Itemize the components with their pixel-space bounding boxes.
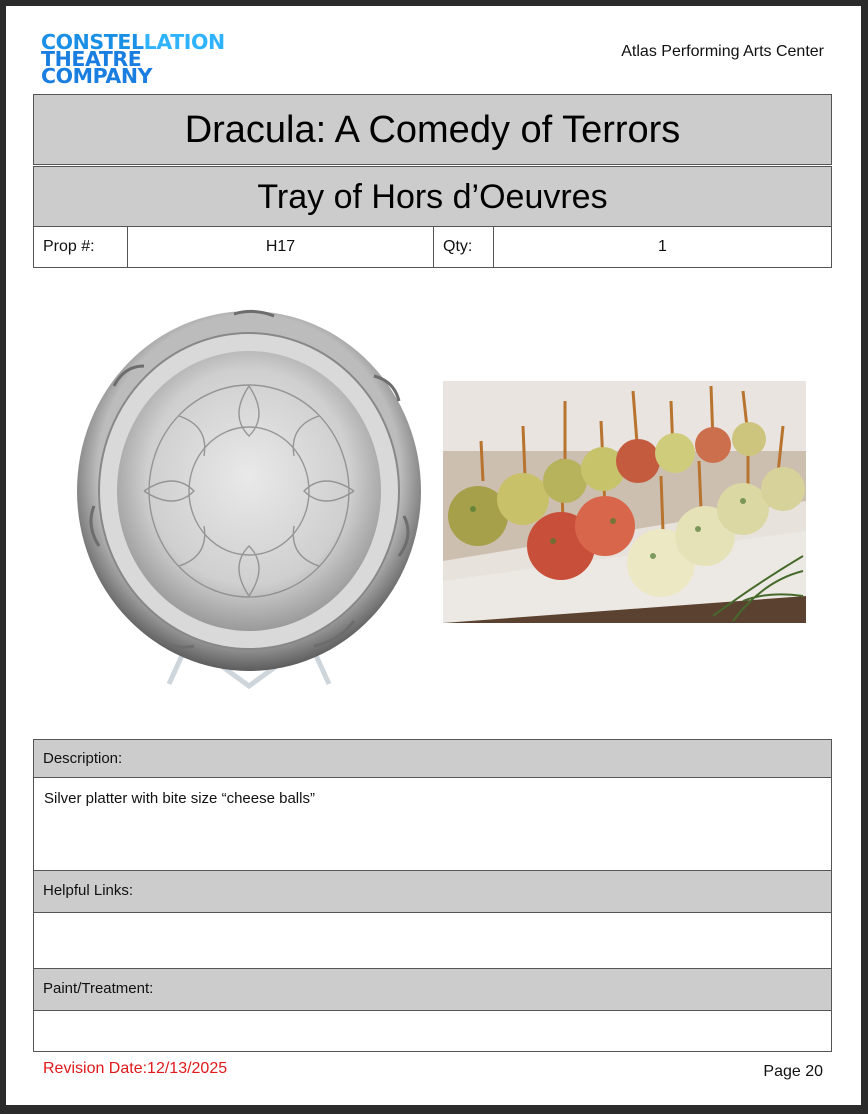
prop-info-row	[33, 226, 832, 268]
description-text: Silver platter with bite size “cheese balls”	[33, 777, 832, 871]
helpful-links-label: Helpful Links:	[33, 870, 832, 913]
silver-tray-image	[74, 306, 424, 701]
quantity-value: 1	[658, 238, 667, 255]
page-number: Page 20	[763, 1063, 823, 1080]
company-logo: CONSTELLATION THEATRE COMPANY	[41, 30, 225, 88]
paint-treatment-field	[33, 1010, 832, 1052]
revision-date: Revision Date:12/13/2025	[43, 1060, 228, 1077]
quantity-label: Qty:	[434, 227, 494, 267]
helpful-links-field	[33, 912, 832, 969]
prop-sheet-page	[6, 6, 861, 1105]
prop-name: Tray of Hors d’Oeuvres	[33, 166, 832, 227]
paint-treatment-label: Paint/Treatment:	[33, 968, 832, 1011]
prop-number-value: H17	[128, 227, 434, 267]
prop-number-label: Prop #:	[34, 227, 128, 267]
venue-name: Atlas Performing Arts Center	[621, 43, 824, 60]
cheese-balls-image	[443, 381, 806, 623]
show-title: Dracula: A Comedy of Terrors	[33, 94, 832, 165]
description-label: Description:	[33, 739, 832, 778]
